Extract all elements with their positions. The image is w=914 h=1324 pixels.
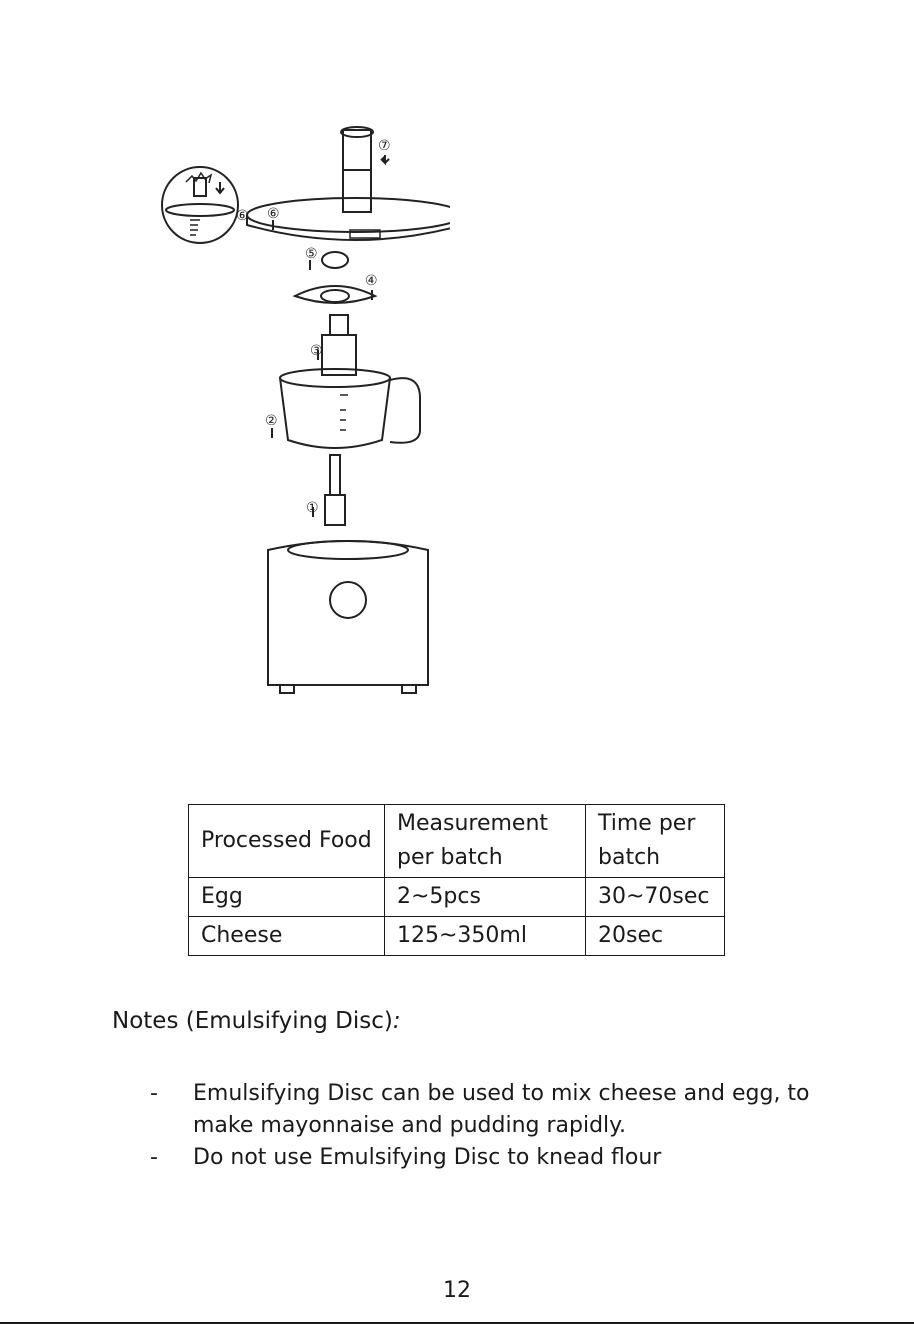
callout-6-inset: ⑥: [236, 208, 249, 224]
food-processor-assembly-diagram: [150, 110, 450, 700]
table-cell: 30~70sec: [586, 878, 725, 917]
notes-title-colon: :: [392, 1008, 401, 1034]
notes-list: [150, 1078, 830, 1174]
notes-title: [112, 1008, 401, 1034]
table-row: [189, 917, 725, 956]
table-cell: 2~5pcs: [385, 878, 586, 917]
callout-4: ④: [365, 273, 378, 289]
callout-2: ②: [265, 413, 278, 429]
list-bullet: -: [150, 1145, 158, 1170]
note-text: Do not use Emulsifying Disc to knead flour: [193, 1145, 662, 1170]
table-cell: 125~350ml: [385, 917, 586, 956]
drive-shaft: [325, 455, 345, 525]
drive-coupler: [322, 315, 356, 375]
callout-1: ①: [306, 500, 319, 516]
lid-with-feed-tube: [247, 127, 450, 240]
page-number: 12: [443, 1278, 471, 1303]
work-bowl: [280, 369, 420, 448]
lid-lock-detail-inset: [162, 167, 238, 243]
table-header-cell: Measurement per batch: [385, 805, 586, 878]
callout-6: ⑥: [267, 206, 280, 222]
callout-3: ③: [310, 343, 323, 359]
list-bullet: -: [150, 1081, 158, 1106]
processing-table: [188, 804, 725, 956]
list-item: [150, 1142, 830, 1174]
table-cell: 20sec: [586, 917, 725, 956]
notes-title-text: Notes (Emulsifying Disc): [112, 1008, 393, 1034]
callout-5: ⑤: [305, 246, 318, 262]
callout-7: ⑦: [378, 138, 391, 154]
table-cell: Egg: [189, 878, 385, 917]
table-header-row: [189, 805, 725, 878]
note-text: Emulsifying Disc can be used to mix cheese and egg, to make mayonnaise and pudding rapidly.: [193, 1081, 810, 1138]
table-header-cell: Time per batch: [586, 805, 725, 878]
motor-base: [268, 541, 428, 693]
table-cell: Cheese: [189, 917, 385, 956]
list-item: [150, 1078, 830, 1142]
table-row: [189, 878, 725, 917]
table-header-cell: Processed Food: [189, 805, 385, 878]
